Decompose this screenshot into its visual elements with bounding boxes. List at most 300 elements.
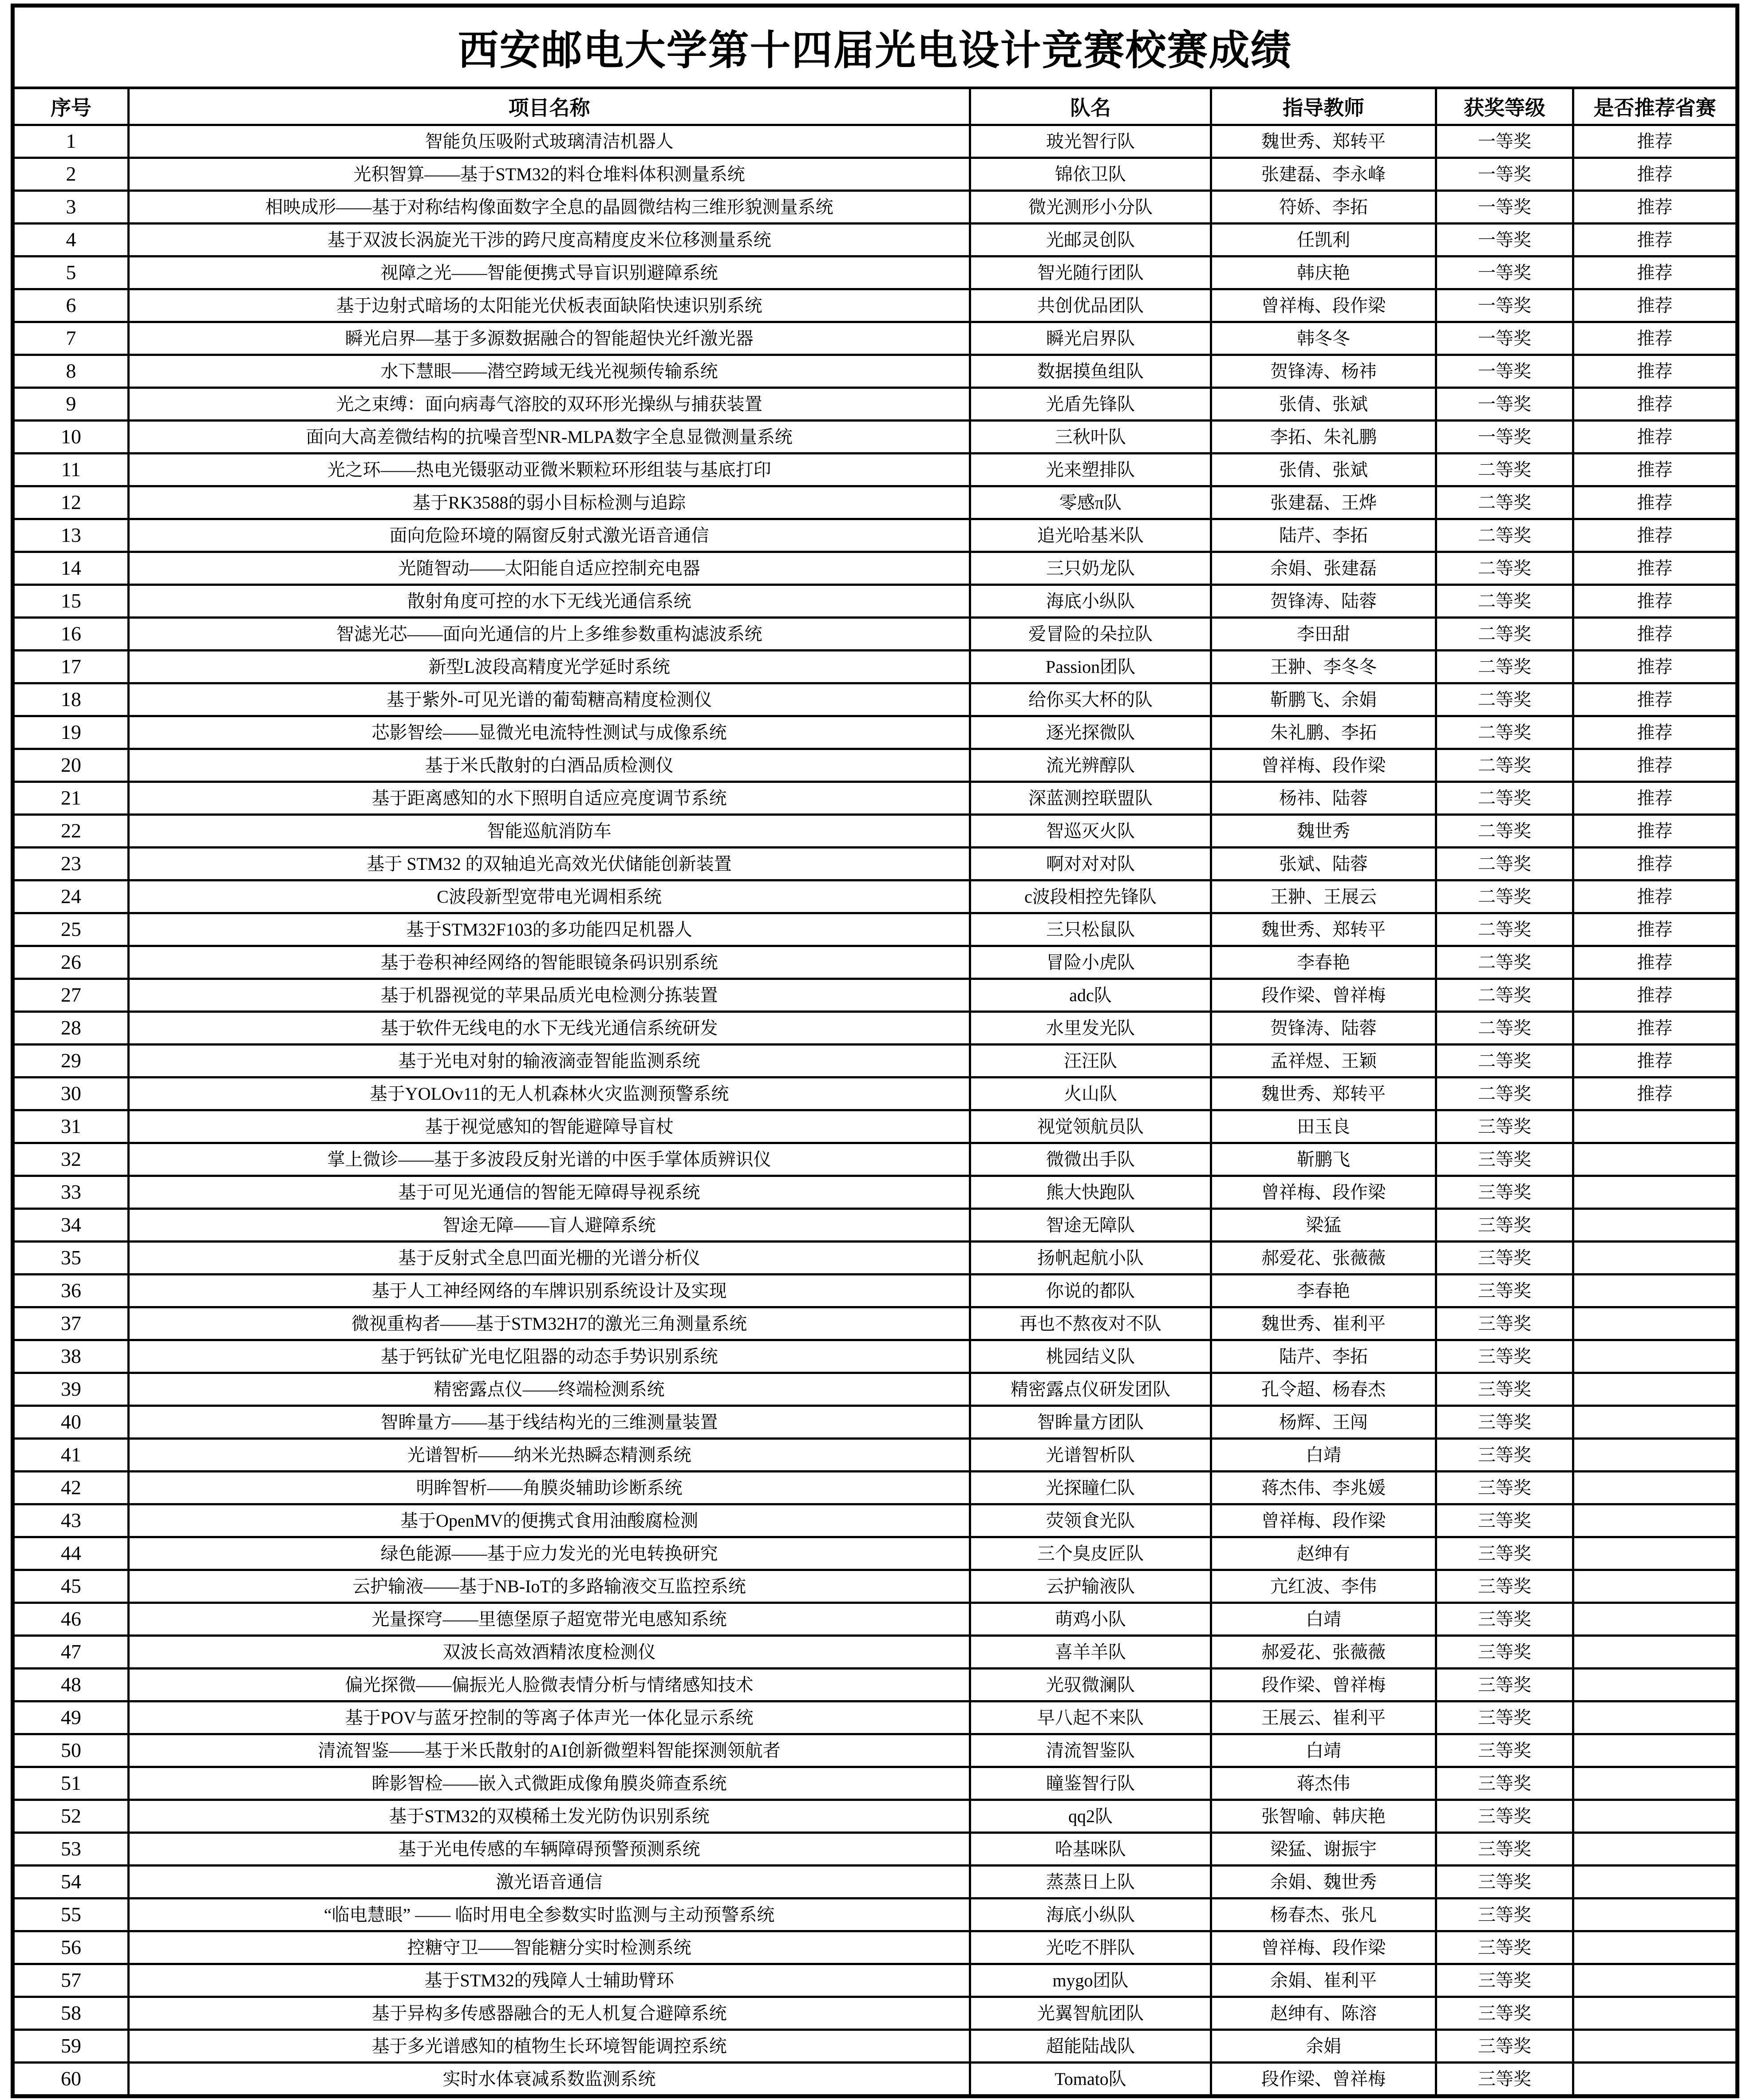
advisor-cell: 杨春杰、张凡 (1211, 1899, 1436, 1931)
project-name-cell: 偏光探微——偏振光人脸微表情分析与情绪感知技术 (129, 1669, 970, 1701)
advisor-cell: 郝爱花、张薇薇 (1211, 1242, 1436, 1275)
project-name-cell: 双波长高效酒精浓度检测仪 (129, 1636, 970, 1669)
team-name-cell: 精密露点仪研发团队 (970, 1373, 1211, 1406)
recommend-cell (1573, 1209, 1738, 1242)
row-number-cell: 35 (13, 1242, 129, 1275)
table-row (13, 2063, 1738, 2096)
row-number-cell: 29 (13, 1045, 129, 1078)
header-award-level: 获奖等级 (1436, 88, 1573, 125)
award-cell: 二等奖 (1436, 618, 1573, 651)
recommend-cell: 推荐 (1573, 552, 1738, 585)
team-name-cell: 视觉领航员队 (970, 1110, 1211, 1143)
award-cell: 三等奖 (1436, 1603, 1573, 1636)
row-number-cell: 1 (13, 125, 129, 158)
project-name-cell: 基于可见光通信的智能无障碍导视系统 (129, 1176, 970, 1209)
table-row (13, 1636, 1738, 1669)
table-row (13, 1045, 1738, 1078)
advisor-cell: 李拓、朱礼鹏 (1211, 421, 1436, 454)
award-cell: 三等奖 (1436, 1964, 1573, 1997)
team-name-cell: 蒸蒸日上队 (970, 1866, 1211, 1899)
award-cell: 二等奖 (1436, 486, 1573, 519)
project-name-cell: 相映成形——基于对称结构像面数字全息的晶圆微结构三维形貌测量系统 (129, 191, 970, 224)
row-number-cell: 3 (13, 191, 129, 224)
row-number-cell: 10 (13, 421, 129, 454)
team-name-cell: 智眸量方团队 (970, 1406, 1211, 1439)
advisor-cell: 陆芹、李拓 (1211, 1340, 1436, 1373)
advisor-cell: 魏世秀、崔利平 (1211, 1307, 1436, 1340)
table-row (13, 1012, 1738, 1045)
row-number-cell: 59 (13, 2030, 129, 2063)
project-name-cell: 智眸量方——基于线结构光的三维测量装置 (129, 1406, 970, 1439)
row-number-cell: 32 (13, 1143, 129, 1176)
recommend-cell: 推荐 (1573, 421, 1738, 454)
project-name-cell: 基于双波长涡旋光干涉的跨尺度高精度皮米位移测量系统 (129, 224, 970, 257)
advisor-cell: 王翀、李冬冬 (1211, 651, 1436, 683)
row-number-cell: 37 (13, 1307, 129, 1340)
table-row (13, 585, 1738, 618)
project-name-cell: 光量探穹——里德堡原子超宽带光电感知系统 (129, 1603, 970, 1636)
team-name-cell: Tomato队 (970, 2063, 1211, 2096)
advisor-cell: 田玉良 (1211, 1110, 1436, 1143)
award-cell: 一等奖 (1436, 388, 1573, 421)
advisor-cell: 段作梁、曾祥梅 (1211, 1669, 1436, 1701)
table-row (13, 158, 1738, 191)
row-number-cell: 11 (13, 454, 129, 486)
recommend-cell (1573, 1176, 1738, 1209)
row-number-cell: 28 (13, 1012, 129, 1045)
project-name-cell: 光之环——热电光镊驱动亚微米颗粒环形组装与基底打印 (129, 454, 970, 486)
advisor-cell: 郝爱花、张薇薇 (1211, 1636, 1436, 1669)
team-name-cell: 水里发光队 (970, 1012, 1211, 1045)
results-table-body (13, 125, 1738, 2096)
advisor-cell: 魏世秀、郑转平 (1211, 1078, 1436, 1110)
advisor-cell: 蒋杰伟 (1211, 1767, 1436, 1800)
advisor-cell: 段作梁、曾祥梅 (1211, 2063, 1436, 2096)
row-number-cell: 46 (13, 1603, 129, 1636)
recommend-cell (1573, 1603, 1738, 1636)
award-cell: 三等奖 (1436, 1800, 1573, 1833)
team-name-cell: 智光随行团队 (970, 257, 1211, 289)
award-cell: 三等奖 (1436, 1931, 1573, 1964)
row-number-cell: 41 (13, 1439, 129, 1472)
table-row (13, 979, 1738, 1012)
advisor-cell: 魏世秀、郑转平 (1211, 125, 1436, 158)
recommend-cell: 推荐 (1573, 191, 1738, 224)
advisor-cell: 曾祥梅、段作梁 (1211, 289, 1436, 322)
team-name-cell: 桃园结义队 (970, 1340, 1211, 1373)
table-row (13, 1242, 1738, 1275)
advisor-cell: 余娟、崔利平 (1211, 1964, 1436, 1997)
team-name-cell: 云护输液队 (970, 1570, 1211, 1603)
advisor-cell: 王展云、崔利平 (1211, 1701, 1436, 1734)
recommend-cell (1573, 1899, 1738, 1931)
team-name-cell: c波段相控先锋队 (970, 880, 1211, 913)
award-cell: 二等奖 (1436, 519, 1573, 552)
team-name-cell: Passion团队 (970, 651, 1211, 683)
award-cell: 三等奖 (1436, 1406, 1573, 1439)
row-number-cell: 6 (13, 289, 129, 322)
award-cell: 二等奖 (1436, 946, 1573, 979)
recommend-cell (1573, 1504, 1738, 1537)
row-number-cell: 36 (13, 1275, 129, 1307)
recommend-cell: 推荐 (1573, 683, 1738, 716)
award-cell: 三等奖 (1436, 1734, 1573, 1767)
recommend-cell (1573, 1669, 1738, 1701)
team-name-cell: 荧领食光队 (970, 1504, 1211, 1537)
table-row (13, 322, 1738, 355)
recommend-cell: 推荐 (1573, 749, 1738, 782)
row-number-cell: 12 (13, 486, 129, 519)
table-row (13, 815, 1738, 848)
recommend-cell: 推荐 (1573, 979, 1738, 1012)
row-number-cell: 34 (13, 1209, 129, 1242)
advisor-cell: 贺锋涛、陆蓉 (1211, 585, 1436, 618)
recommend-cell (1573, 1734, 1738, 1767)
project-name-cell: 基于STM32的残障人士辅助臂环 (129, 1964, 970, 1997)
team-name-cell: 光驭微澜队 (970, 1669, 1211, 1701)
project-name-cell: 掌上微诊——基于多波段反射光谱的中医手掌体质辨识仪 (129, 1143, 970, 1176)
table-row (13, 1701, 1738, 1734)
table-row (13, 1570, 1738, 1603)
project-name-cell: 视障之光——智能便携式导盲识别避障系统 (129, 257, 970, 289)
project-name-cell: 实时水体衰减系数监测系统 (129, 2063, 970, 2096)
award-cell: 二等奖 (1436, 749, 1573, 782)
table-row (13, 552, 1738, 585)
recommend-cell: 推荐 (1573, 1078, 1738, 1110)
advisor-cell: 韩冬冬 (1211, 322, 1436, 355)
award-cell: 二等奖 (1436, 1012, 1573, 1045)
table-row (13, 1931, 1738, 1964)
team-name-cell: 光谱智析队 (970, 1439, 1211, 1472)
table-row (13, 1537, 1738, 1570)
table-row (13, 880, 1738, 913)
recommend-cell (1573, 1931, 1738, 1964)
project-name-cell: 基于人工神经网络的车牌识别系统设计及实现 (129, 1275, 970, 1307)
team-name-cell: 你说的都队 (970, 1275, 1211, 1307)
recommend-cell (1573, 1472, 1738, 1504)
advisor-cell: 陆芹、李拓 (1211, 519, 1436, 552)
award-cell: 二等奖 (1436, 979, 1573, 1012)
award-cell: 一等奖 (1436, 158, 1573, 191)
team-name-cell: 三只松鼠队 (970, 913, 1211, 946)
advisor-cell: 曾祥梅、段作梁 (1211, 1931, 1436, 1964)
team-name-cell: 海底小纵队 (970, 585, 1211, 618)
project-name-cell: 智能巡航消防车 (129, 815, 970, 848)
team-name-cell: 瞬光启界队 (970, 322, 1211, 355)
recommend-cell: 推荐 (1573, 946, 1738, 979)
table-row (13, 651, 1738, 683)
project-name-cell: 微视重构者——基于STM32H7的激光三角测量系统 (129, 1307, 970, 1340)
project-name-cell: 芯影智绘——显微光电流特性测试与成像系统 (129, 716, 970, 749)
team-name-cell: 爱冒险的朵拉队 (970, 618, 1211, 651)
table-row (13, 1176, 1738, 1209)
row-number-cell: 9 (13, 388, 129, 421)
table-row (13, 1767, 1738, 1800)
team-name-cell: 智巡灭火队 (970, 815, 1211, 848)
project-name-cell: C波段新型宽带电光调相系统 (129, 880, 970, 913)
recommend-cell (1573, 1701, 1738, 1734)
header-project-name: 项目名称 (129, 88, 970, 125)
recommend-cell (1573, 1110, 1738, 1143)
table-row (13, 683, 1738, 716)
recommend-cell (1573, 1767, 1738, 1800)
award-cell: 三等奖 (1436, 1176, 1573, 1209)
recommend-cell: 推荐 (1573, 454, 1738, 486)
recommend-cell: 推荐 (1573, 848, 1738, 880)
award-cell: 二等奖 (1436, 716, 1573, 749)
row-number-cell: 18 (13, 683, 129, 716)
row-number-cell: 58 (13, 1997, 129, 2030)
table-row (13, 289, 1738, 322)
recommend-cell: 推荐 (1573, 782, 1738, 815)
award-cell: 二等奖 (1436, 880, 1573, 913)
table-row (13, 1734, 1738, 1767)
award-cell: 一等奖 (1436, 421, 1573, 454)
recommend-cell: 推荐 (1573, 1045, 1738, 1078)
recommend-cell (1573, 1143, 1738, 1176)
advisor-cell: 张斌、陆蓉 (1211, 848, 1436, 880)
row-number-cell: 2 (13, 158, 129, 191)
award-cell: 三等奖 (1436, 1307, 1573, 1340)
recommend-cell (1573, 2030, 1738, 2063)
project-name-cell: 精密露点仪——终端检测系统 (129, 1373, 970, 1406)
table-row (13, 1209, 1738, 1242)
advisor-cell: 曾祥梅、段作梁 (1211, 749, 1436, 782)
award-cell: 三等奖 (1436, 1669, 1573, 1701)
advisor-cell: 张建磊、李永峰 (1211, 158, 1436, 191)
row-number-cell: 54 (13, 1866, 129, 1899)
team-name-cell: 三个臭皮匠队 (970, 1537, 1211, 1570)
project-name-cell: 基于OpenMV的便携式食用油酸腐检测 (129, 1504, 970, 1537)
recommend-cell (1573, 1406, 1738, 1439)
team-name-cell: 光探瞳仁队 (970, 1472, 1211, 1504)
team-name-cell: 火山队 (970, 1078, 1211, 1110)
advisor-cell: 段作梁、曾祥梅 (1211, 979, 1436, 1012)
row-number-cell: 4 (13, 224, 129, 257)
team-name-cell: 啊对对对队 (970, 848, 1211, 880)
row-number-cell: 22 (13, 815, 129, 848)
project-name-cell: 基于POV与蓝牙控制的等离子体声光一体化显示系统 (129, 1701, 970, 1734)
project-name-cell: 眸影智检——嵌入式微距成像角膜炎筛查系统 (129, 1767, 970, 1800)
row-number-cell: 15 (13, 585, 129, 618)
table-row (13, 1603, 1738, 1636)
row-number-cell: 19 (13, 716, 129, 749)
recommend-cell: 推荐 (1573, 322, 1738, 355)
row-number-cell: 57 (13, 1964, 129, 1997)
project-name-cell: 基于距离感知的水下照明自适应亮度调节系统 (129, 782, 970, 815)
advisor-cell: 符娇、李拓 (1211, 191, 1436, 224)
project-name-cell: 基于边射式暗场的太阳能光伏板表面缺陷快速识别系统 (129, 289, 970, 322)
table-row (13, 257, 1738, 289)
award-cell: 一等奖 (1436, 224, 1573, 257)
table-row (13, 1143, 1738, 1176)
award-cell: 二等奖 (1436, 585, 1573, 618)
table-row (13, 618, 1738, 651)
project-name-cell: 激光语音通信 (129, 1866, 970, 1899)
row-number-cell: 48 (13, 1669, 129, 1701)
recommend-cell: 推荐 (1573, 519, 1738, 552)
row-number-cell: 60 (13, 2063, 129, 2096)
award-cell: 二等奖 (1436, 683, 1573, 716)
project-name-cell: 瞬光启界—基于多源数据融合的智能超快光纤激光器 (129, 322, 970, 355)
table-row (13, 2030, 1738, 2063)
team-name-cell: 光翼智航团队 (970, 1997, 1211, 2030)
row-number-cell: 24 (13, 880, 129, 913)
project-name-cell: 基于反射式全息凹面光栅的光谱分析仪 (129, 1242, 970, 1275)
row-number-cell: 49 (13, 1701, 129, 1734)
team-name-cell: 熊大快跑队 (970, 1176, 1211, 1209)
advisor-cell: 贺锋涛、陆蓉 (1211, 1012, 1436, 1045)
project-name-cell: 基于卷积神经网络的智能眼镜条码识别系统 (129, 946, 970, 979)
team-name-cell: 光盾先锋队 (970, 388, 1211, 421)
row-number-cell: 55 (13, 1899, 129, 1931)
advisor-cell: 梁猛、谢振宇 (1211, 1833, 1436, 1866)
project-name-cell: 基于光电对射的输液滴壶智能监测系统 (129, 1045, 970, 1078)
recommend-cell (1573, 2063, 1738, 2096)
recommend-cell: 推荐 (1573, 716, 1738, 749)
recommend-cell: 推荐 (1573, 651, 1738, 683)
recommend-cell: 推荐 (1573, 125, 1738, 158)
table-row (13, 1800, 1738, 1833)
recommend-cell: 推荐 (1573, 158, 1738, 191)
project-name-cell: 基于软件无线电的水下无线光通信系统研发 (129, 1012, 970, 1045)
team-name-cell: 光邮灵创队 (970, 224, 1211, 257)
project-name-cell: 光随智动——太阳能自适应控制充电器 (129, 552, 970, 585)
team-name-cell: 汪汪队 (970, 1045, 1211, 1078)
award-cell: 一等奖 (1436, 191, 1573, 224)
award-cell: 三等奖 (1436, 1537, 1573, 1570)
team-name-cell: 清流智鉴队 (970, 1734, 1211, 1767)
row-number-cell: 51 (13, 1767, 129, 1800)
table-row (13, 519, 1738, 552)
project-name-cell: 基于机器视觉的苹果品质光电检测分拣装置 (129, 979, 970, 1012)
recommend-cell: 推荐 (1573, 388, 1738, 421)
row-number-cell: 27 (13, 979, 129, 1012)
award-cell: 三等奖 (1436, 1997, 1573, 2030)
header-team-name: 队名 (970, 88, 1211, 125)
award-cell: 三等奖 (1436, 1472, 1573, 1504)
row-number-cell: 20 (13, 749, 129, 782)
advisor-cell: 曾祥梅、段作梁 (1211, 1504, 1436, 1537)
table-row (13, 782, 1738, 815)
title-row (13, 6, 1738, 88)
team-name-cell: 微光测形小分队 (970, 191, 1211, 224)
advisor-cell: 曾祥梅、段作梁 (1211, 1176, 1436, 1209)
table-row (13, 913, 1738, 946)
project-name-cell: 基于异构多传感器融合的无人机复合避障系统 (129, 1997, 970, 2030)
advisor-cell: 余娟、魏世秀 (1211, 1866, 1436, 1899)
team-name-cell: 锦依卫队 (970, 158, 1211, 191)
team-name-cell: 三秋叶队 (970, 421, 1211, 454)
recommend-cell (1573, 1800, 1738, 1833)
advisor-cell: 靳鹏飞、余娟 (1211, 683, 1436, 716)
award-cell: 三等奖 (1436, 1570, 1573, 1603)
advisor-cell: 魏世秀 (1211, 815, 1436, 848)
project-name-cell: 新型L波段高精度光学延时系统 (129, 651, 970, 683)
project-name-cell: 智途无障——盲人避障系统 (129, 1209, 970, 1242)
recommend-cell (1573, 1964, 1738, 1997)
project-name-cell: 面向大高差微结构的抗噪音型NR-MLPA数字全息显微测量系统 (129, 421, 970, 454)
project-name-cell: 基于STM32的双模稀土发光防伪识别系统 (129, 1800, 970, 1833)
award-cell: 三等奖 (1436, 1899, 1573, 1931)
recommend-cell (1573, 1570, 1738, 1603)
project-name-cell: 明眸智析——角膜炎辅助诊断系统 (129, 1472, 970, 1504)
table-row (13, 1472, 1738, 1504)
advisor-cell: 张智喻、韩庆艳 (1211, 1800, 1436, 1833)
advisor-cell: 朱礼鹏、李拓 (1211, 716, 1436, 749)
table-row (13, 1669, 1738, 1701)
advisor-cell: 张倩、张斌 (1211, 454, 1436, 486)
award-cell: 三等奖 (1436, 1143, 1573, 1176)
award-cell: 三等奖 (1436, 1110, 1573, 1143)
table-row (13, 1899, 1738, 1931)
project-name-cell: 基于钙钛矿光电忆阻器的动态手势识别系统 (129, 1340, 970, 1373)
table-row (13, 1866, 1738, 1899)
table-row (13, 388, 1738, 421)
table-row (13, 749, 1738, 782)
award-cell: 二等奖 (1436, 913, 1573, 946)
advisor-cell: 张倩、张斌 (1211, 388, 1436, 421)
project-name-cell: 清流智鉴——基于米氏散射的AI创新微塑料智能探测领航者 (129, 1734, 970, 1767)
row-number-cell: 44 (13, 1537, 129, 1570)
award-cell: 三等奖 (1436, 1209, 1573, 1242)
project-name-cell: 光积智算——基于STM32的料仓堆料体积测量系统 (129, 158, 970, 191)
award-cell: 三等奖 (1436, 1866, 1573, 1899)
team-name-cell: 再也不熬夜对不队 (970, 1307, 1211, 1340)
table-row (13, 1110, 1738, 1143)
project-name-cell: 水下慧眼——潜空跨域无线光视频传输系统 (129, 355, 970, 388)
team-name-cell: 智途无障队 (970, 1209, 1211, 1242)
award-cell: 三等奖 (1436, 1242, 1573, 1275)
row-number-cell: 7 (13, 322, 129, 355)
team-name-cell: 流光辨醇队 (970, 749, 1211, 782)
award-cell: 三等奖 (1436, 1636, 1573, 1669)
advisor-cell: 杨辉、王闯 (1211, 1406, 1436, 1439)
table-row (13, 1340, 1738, 1373)
project-name-cell: 基于STM32F103的多功能四足机器人 (129, 913, 970, 946)
row-number-cell: 25 (13, 913, 129, 946)
team-name-cell: 光吃不胖队 (970, 1931, 1211, 1964)
table-header-row (13, 88, 1738, 125)
advisor-cell: 李田甜 (1211, 618, 1436, 651)
table-row (13, 1078, 1738, 1110)
table-row (13, 1997, 1738, 2030)
row-number-cell: 31 (13, 1110, 129, 1143)
team-name-cell: 光来塑排队 (970, 454, 1211, 486)
award-cell: 三等奖 (1436, 1767, 1573, 1800)
advisor-cell: 贺锋涛、杨祎 (1211, 355, 1436, 388)
table-row (13, 1504, 1738, 1537)
team-name-cell: 海底小纵队 (970, 1899, 1211, 1931)
team-name-cell: 萌鸡小队 (970, 1603, 1211, 1636)
advisor-cell: 梁猛 (1211, 1209, 1436, 1242)
project-name-cell: 基于YOLOv11的无人机森林火灾监测预警系统 (129, 1078, 970, 1110)
header-provincial-recommendation: 是否推荐省赛 (1573, 88, 1738, 125)
table-row (13, 125, 1738, 158)
advisor-cell: 白靖 (1211, 1439, 1436, 1472)
advisor-cell: 亢红波、李伟 (1211, 1570, 1436, 1603)
row-number-cell: 42 (13, 1472, 129, 1504)
advisor-cell: 魏世秀、郑转平 (1211, 913, 1436, 946)
project-name-cell: 智能负压吸附式玻璃清洁机器人 (129, 125, 970, 158)
row-number-cell: 40 (13, 1406, 129, 1439)
advisor-cell: 韩庆艳 (1211, 257, 1436, 289)
award-cell: 三等奖 (1436, 1701, 1573, 1734)
header-advisor: 指导教师 (1211, 88, 1436, 125)
table-row (13, 191, 1738, 224)
team-name-cell: 喜羊羊队 (970, 1636, 1211, 1669)
award-cell: 三等奖 (1436, 1340, 1573, 1373)
